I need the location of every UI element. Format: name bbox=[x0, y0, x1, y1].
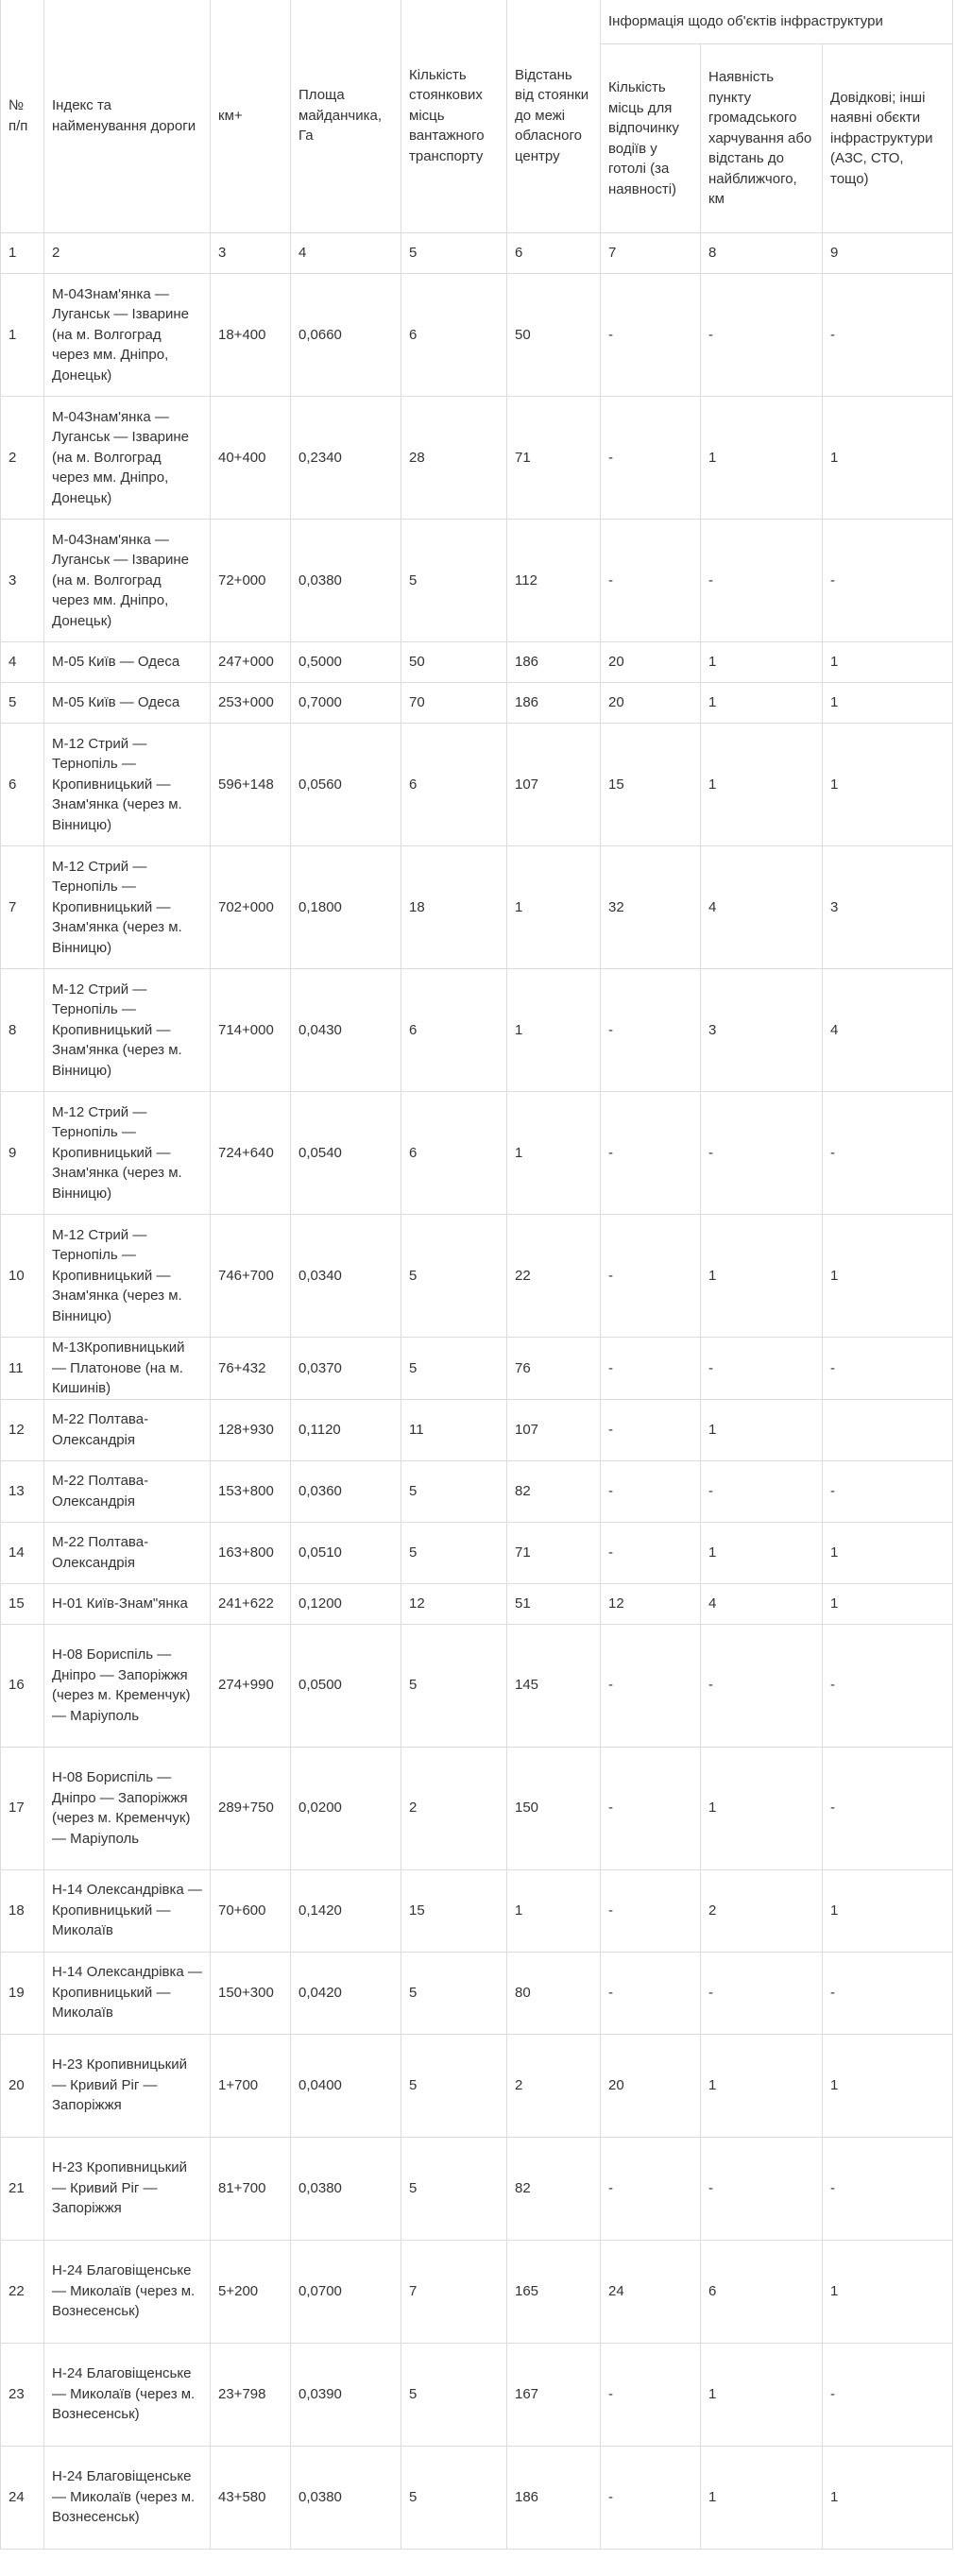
row-number-cell: 13 bbox=[1, 1460, 44, 1522]
row-number-cell: 2 bbox=[1, 397, 44, 520]
km-cell: 241+622 bbox=[211, 1583, 291, 1624]
table-row bbox=[1, 1952, 953, 2034]
hotel-cell: - bbox=[601, 1869, 701, 1952]
area-cell: 0,7000 bbox=[291, 683, 401, 724]
table-row bbox=[1, 1869, 953, 1952]
distance-cell: 186 bbox=[507, 642, 601, 683]
road-cell: М-05 Київ — Одеса bbox=[44, 642, 211, 683]
table-row bbox=[1, 1338, 953, 1400]
food-cell: - bbox=[701, 1338, 823, 1400]
area-cell: 0,0430 bbox=[291, 969, 401, 1092]
other-cell: 4 bbox=[823, 969, 953, 1092]
row-number-cell: 7 bbox=[1, 846, 44, 969]
food-cell: - bbox=[701, 1624, 823, 1747]
area-cell: 0,0200 bbox=[291, 1747, 401, 1869]
table-row bbox=[1, 846, 953, 969]
food-cell: 1 bbox=[701, 397, 823, 520]
distance-cell: 71 bbox=[507, 1522, 601, 1583]
column-number: 1 bbox=[1, 233, 44, 274]
food-cell: 1 bbox=[701, 724, 823, 846]
table-row bbox=[1, 1624, 953, 1747]
distance-cell: 1 bbox=[507, 1092, 601, 1215]
food-cell: 1 bbox=[701, 2034, 823, 2137]
area-cell: 0,0560 bbox=[291, 724, 401, 846]
header-food: Наявність пункту громадського харчування або відстань до найближчого, км bbox=[701, 44, 823, 233]
spots-cell: 6 bbox=[401, 969, 507, 1092]
km-cell: 18+400 bbox=[211, 274, 291, 397]
hotel-cell: - bbox=[601, 1460, 701, 1522]
food-cell: 6 bbox=[701, 2240, 823, 2343]
row-number-cell: 15 bbox=[1, 1583, 44, 1624]
header-infrastructure-group: Інформація щодо об'єктів інфраструктури bbox=[601, 0, 953, 44]
other-cell: 1 bbox=[823, 1869, 953, 1952]
header-no: № п/п bbox=[1, 0, 44, 233]
distance-cell: 1 bbox=[507, 846, 601, 969]
column-number: 9 bbox=[823, 233, 953, 274]
km-cell: 153+800 bbox=[211, 1460, 291, 1522]
distance-cell: 50 bbox=[507, 274, 601, 397]
table-row bbox=[1, 397, 953, 520]
area-cell: 0,0390 bbox=[291, 2343, 401, 2446]
other-cell: - bbox=[823, 274, 953, 397]
distance-cell: 107 bbox=[507, 1399, 601, 1460]
other-cell: 1 bbox=[823, 1522, 953, 1583]
km-cell: 40+400 bbox=[211, 397, 291, 520]
table-row bbox=[1, 2034, 953, 2137]
hotel-cell: - bbox=[601, 1338, 701, 1400]
km-cell: 289+750 bbox=[211, 1747, 291, 1869]
food-cell: 3 bbox=[701, 969, 823, 1092]
road-cell: М-12 Стрий — Тернопіль — Кропивницький — Знам'янка (через м. Вінницю) bbox=[44, 1092, 211, 1215]
hotel-cell: 12 bbox=[601, 1583, 701, 1624]
header-spots: Кількість стоянкових місць вантажного транспорту bbox=[401, 0, 507, 233]
other-cell: - bbox=[823, 2137, 953, 2240]
table-row bbox=[1, 1215, 953, 1338]
column-number: 3 bbox=[211, 233, 291, 274]
food-cell: 1 bbox=[701, 1747, 823, 1869]
km-cell: 253+000 bbox=[211, 683, 291, 724]
row-number-cell: 6 bbox=[1, 724, 44, 846]
row-number-cell: 5 bbox=[1, 683, 44, 724]
food-cell: 1 bbox=[701, 683, 823, 724]
food-cell: - bbox=[701, 1460, 823, 1522]
row-number-cell: 1 bbox=[1, 274, 44, 397]
row-number-cell: 23 bbox=[1, 2343, 44, 2446]
area-cell: 0,0510 bbox=[291, 1522, 401, 1583]
header-row-top bbox=[1, 0, 953, 44]
road-cell: М-22 Полтава-Олександрія bbox=[44, 1522, 211, 1583]
hotel-cell: - bbox=[601, 1952, 701, 2034]
spots-cell: 18 bbox=[401, 846, 507, 969]
area-cell: 0,0420 bbox=[291, 1952, 401, 2034]
table-row bbox=[1, 2137, 953, 2240]
km-cell: 247+000 bbox=[211, 642, 291, 683]
other-cell: - bbox=[823, 1952, 953, 2034]
table-row bbox=[1, 683, 953, 724]
hotel-cell: - bbox=[601, 274, 701, 397]
column-number: 7 bbox=[601, 233, 701, 274]
km-cell: 23+798 bbox=[211, 2343, 291, 2446]
road-cell: М-22 Полтава-Олександрія bbox=[44, 1460, 211, 1522]
spots-cell: 15 bbox=[401, 1869, 507, 1952]
road-cell: Н-23 Кропивницький — Кривий Ріг — Запоріжжя bbox=[44, 2034, 211, 2137]
area-cell: 0,0340 bbox=[291, 1215, 401, 1338]
header-other: Довідкові; інші наявні обєкти інфраструктури (АЗС, СТО, тощо) bbox=[823, 44, 953, 233]
other-cell: - bbox=[823, 1338, 953, 1400]
km-cell: 70+600 bbox=[211, 1869, 291, 1952]
distance-cell: 82 bbox=[507, 2137, 601, 2240]
area-cell: 0,0360 bbox=[291, 1460, 401, 1522]
area-cell: 0,0380 bbox=[291, 520, 401, 642]
hotel-cell: - bbox=[601, 1399, 701, 1460]
distance-cell: 1 bbox=[507, 969, 601, 1092]
food-cell: 1 bbox=[701, 642, 823, 683]
km-cell: 128+930 bbox=[211, 1399, 291, 1460]
hotel-cell: - bbox=[601, 2343, 701, 2446]
hotel-cell: 20 bbox=[601, 2034, 701, 2137]
spots-cell: 5 bbox=[401, 2446, 507, 2549]
header-hotel: Кількість місць для відпочинку водіїв у готолі (за наявності) bbox=[601, 44, 701, 233]
road-cell: Н-01 Київ-Знам"янка bbox=[44, 1583, 211, 1624]
food-cell: - bbox=[701, 2137, 823, 2240]
distance-cell: 51 bbox=[507, 1583, 601, 1624]
table-row bbox=[1, 1399, 953, 1460]
hotel-cell: - bbox=[601, 1215, 701, 1338]
km-cell: 150+300 bbox=[211, 1952, 291, 2034]
road-cell: М-22 Полтава-Олександрія bbox=[44, 1399, 211, 1460]
spots-cell: 5 bbox=[401, 1215, 507, 1338]
spots-cell: 5 bbox=[401, 1952, 507, 2034]
km-cell: 5+200 bbox=[211, 2240, 291, 2343]
area-cell: 0,0500 bbox=[291, 1624, 401, 1747]
spots-cell: 50 bbox=[401, 642, 507, 683]
table-row bbox=[1, 642, 953, 683]
row-number-cell: 14 bbox=[1, 1522, 44, 1583]
food-cell: - bbox=[701, 274, 823, 397]
column-number: 2 bbox=[44, 233, 211, 274]
spots-cell: 6 bbox=[401, 1092, 507, 1215]
distance-cell: 165 bbox=[507, 2240, 601, 2343]
area-cell: 0,2340 bbox=[291, 397, 401, 520]
road-cell: М-12 Стрий — Тернопіль — Кропивницький — Знам'янка (через м. Вінницю) bbox=[44, 969, 211, 1092]
hotel-cell: - bbox=[601, 397, 701, 520]
hotel-cell: 20 bbox=[601, 642, 701, 683]
header-road: Індекс та найменування дороги bbox=[44, 0, 211, 233]
table-row bbox=[1, 1460, 953, 1522]
column-number: 5 bbox=[401, 233, 507, 274]
spots-cell: 6 bbox=[401, 724, 507, 846]
column-number-row bbox=[1, 233, 953, 274]
spots-cell: 5 bbox=[401, 2343, 507, 2446]
row-number-cell: 22 bbox=[1, 2240, 44, 2343]
table-row bbox=[1, 274, 953, 397]
other-cell: - bbox=[823, 1092, 953, 1215]
km-cell: 1+700 bbox=[211, 2034, 291, 2137]
row-number-cell: 18 bbox=[1, 1869, 44, 1952]
spots-cell: 70 bbox=[401, 683, 507, 724]
header-km: км+ bbox=[211, 0, 291, 233]
area-cell: 0,0380 bbox=[291, 2137, 401, 2240]
other-cell: 3 bbox=[823, 846, 953, 969]
row-number-cell: 17 bbox=[1, 1747, 44, 1869]
area-cell: 0,0540 bbox=[291, 1092, 401, 1215]
distance-cell: 2 bbox=[507, 2034, 601, 2137]
table-row bbox=[1, 1522, 953, 1583]
column-number: 4 bbox=[291, 233, 401, 274]
road-cell: М-05 Київ — Одеса bbox=[44, 683, 211, 724]
area-cell: 0,0660 bbox=[291, 274, 401, 397]
area-cell: 0,1420 bbox=[291, 1869, 401, 1952]
km-cell: 163+800 bbox=[211, 1522, 291, 1583]
other-cell: - bbox=[823, 2343, 953, 2446]
hotel-cell: 32 bbox=[601, 846, 701, 969]
other-cell: - bbox=[823, 1747, 953, 1869]
spots-cell: 5 bbox=[401, 520, 507, 642]
km-cell: 72+000 bbox=[211, 520, 291, 642]
food-cell: 1 bbox=[701, 2446, 823, 2549]
food-cell: - bbox=[701, 520, 823, 642]
other-cell: 1 bbox=[823, 397, 953, 520]
spots-cell: 5 bbox=[401, 1522, 507, 1583]
km-cell: 596+148 bbox=[211, 724, 291, 846]
spots-cell: 5 bbox=[401, 2137, 507, 2240]
road-cell: Н-24 Благовіщенське — Миколаїв (через м. Вознесенськ) bbox=[44, 2240, 211, 2343]
road-cell: М-04Знам'янка — Луганськ — Ізварине (на м. Волгоград через мм. Дніпро, Донецьк) bbox=[44, 397, 211, 520]
distance-cell: 22 bbox=[507, 1215, 601, 1338]
area-cell: 0,0380 bbox=[291, 2446, 401, 2549]
area-cell: 0,1200 bbox=[291, 1583, 401, 1624]
other-cell: 1 bbox=[823, 642, 953, 683]
hotel-cell: - bbox=[601, 1092, 701, 1215]
spots-cell: 5 bbox=[401, 1338, 507, 1400]
table-row bbox=[1, 969, 953, 1092]
road-cell: Н-24 Благовіщенське — Миколаїв (через м. Вознесенськ) bbox=[44, 2343, 211, 2446]
table-row bbox=[1, 2240, 953, 2343]
row-number-cell: 21 bbox=[1, 2137, 44, 2240]
distance-cell: 82 bbox=[507, 1460, 601, 1522]
food-cell: 1 bbox=[701, 1215, 823, 1338]
table-row bbox=[1, 1092, 953, 1215]
hotel-cell: - bbox=[601, 1522, 701, 1583]
other-cell: - bbox=[823, 520, 953, 642]
road-cell: Н-08 Бориспіль — Дніпро — Запоріжжя (через м. Кременчук) — Маріуполь bbox=[44, 1747, 211, 1869]
km-cell: 724+640 bbox=[211, 1092, 291, 1215]
table-row bbox=[1, 520, 953, 642]
road-cell: Н-14 Олександрівка — Кропивницький — Миколаїв bbox=[44, 1869, 211, 1952]
spots-cell: 11 bbox=[401, 1399, 507, 1460]
food-cell: 2 bbox=[701, 1869, 823, 1952]
food-cell: 4 bbox=[701, 846, 823, 969]
distance-cell: 186 bbox=[507, 683, 601, 724]
food-cell: 4 bbox=[701, 1583, 823, 1624]
road-cell: Н-08 Бориспіль — Дніпро — Запоріжжя (через м. Кременчук) — Маріуполь bbox=[44, 1624, 211, 1747]
spots-cell: 6 bbox=[401, 274, 507, 397]
header-area: Площа майданчика, Га bbox=[291, 0, 401, 233]
hotel-cell: 20 bbox=[601, 683, 701, 724]
hotel-cell: - bbox=[601, 2446, 701, 2549]
table-row bbox=[1, 1747, 953, 1869]
road-cell: М-12 Стрий — Тернопіль — Кропивницький — Знам'янка (через м. Вінницю) bbox=[44, 724, 211, 846]
km-cell: 81+700 bbox=[211, 2137, 291, 2240]
other-cell: 1 bbox=[823, 1583, 953, 1624]
distance-cell: 107 bbox=[507, 724, 601, 846]
road-cell: М-13Кропивницький — Платонове (на м. Кишинів) bbox=[44, 1338, 211, 1400]
km-cell: 714+000 bbox=[211, 969, 291, 1092]
distance-cell: 80 bbox=[507, 1952, 601, 2034]
road-cell: М-12 Стрий — Тернопіль — Кропивницький — Знам'янка (через м. Вінницю) bbox=[44, 846, 211, 969]
table-row bbox=[1, 2343, 953, 2446]
table-row bbox=[1, 724, 953, 846]
distance-cell: 71 bbox=[507, 397, 601, 520]
header-distance: Відстань від стоянки до межі обласного центру bbox=[507, 0, 601, 233]
other-cell bbox=[823, 1399, 953, 1460]
hotel-cell: - bbox=[601, 1624, 701, 1747]
other-cell: 1 bbox=[823, 2446, 953, 2549]
distance-cell: 112 bbox=[507, 520, 601, 642]
area-cell: 0,0400 bbox=[291, 2034, 401, 2137]
distance-cell: 145 bbox=[507, 1624, 601, 1747]
road-cell: Н-14 Олександрівка — Кропивницький — Миколаїв bbox=[44, 1952, 211, 2034]
hotel-cell: - bbox=[601, 520, 701, 642]
distance-cell: 186 bbox=[507, 2446, 601, 2549]
km-cell: 43+580 bbox=[211, 2446, 291, 2549]
distance-cell: 150 bbox=[507, 1747, 601, 1869]
hotel-cell: 24 bbox=[601, 2240, 701, 2343]
area-cell: 0,0700 bbox=[291, 2240, 401, 2343]
row-number-cell: 16 bbox=[1, 1624, 44, 1747]
hotel-cell: - bbox=[601, 1747, 701, 1869]
spots-cell: 2 bbox=[401, 1747, 507, 1869]
row-number-cell: 10 bbox=[1, 1215, 44, 1338]
road-cell: Н-24 Благовіщенське — Миколаїв (через м. Вознесенськ) bbox=[44, 2446, 211, 2549]
other-cell: 1 bbox=[823, 2034, 953, 2137]
row-number-cell: 24 bbox=[1, 2446, 44, 2549]
distance-cell: 76 bbox=[507, 1338, 601, 1400]
row-number-cell: 20 bbox=[1, 2034, 44, 2137]
km-cell: 274+990 bbox=[211, 1624, 291, 1747]
other-cell: 1 bbox=[823, 1215, 953, 1338]
column-number: 6 bbox=[507, 233, 601, 274]
hotel-cell: - bbox=[601, 2137, 701, 2240]
distance-cell: 1 bbox=[507, 1869, 601, 1952]
area-cell: 0,1800 bbox=[291, 846, 401, 969]
road-cell: М-12 Стрий — Тернопіль — Кропивницький — Знам'янка (через м. Вінницю) bbox=[44, 1215, 211, 1338]
row-number-cell: 19 bbox=[1, 1952, 44, 2034]
hotel-cell: - bbox=[601, 969, 701, 1092]
food-cell: - bbox=[701, 1092, 823, 1215]
distance-cell: 167 bbox=[507, 2343, 601, 2446]
row-number-cell: 3 bbox=[1, 520, 44, 642]
other-cell: - bbox=[823, 1460, 953, 1522]
area-cell: 0,0370 bbox=[291, 1338, 401, 1400]
hotel-cell: 15 bbox=[601, 724, 701, 846]
column-number: 8 bbox=[701, 233, 823, 274]
other-cell: 1 bbox=[823, 683, 953, 724]
other-cell: 1 bbox=[823, 2240, 953, 2343]
area-cell: 0,5000 bbox=[291, 642, 401, 683]
row-number-cell: 4 bbox=[1, 642, 44, 683]
spots-cell: 28 bbox=[401, 397, 507, 520]
row-number-cell: 11 bbox=[1, 1338, 44, 1400]
row-number-cell: 8 bbox=[1, 969, 44, 1092]
table-row bbox=[1, 1583, 953, 1624]
other-cell: - bbox=[823, 1624, 953, 1747]
spots-cell: 12 bbox=[401, 1583, 507, 1624]
road-cell: М-04Знам'янка — Луганськ — Ізварине (на м. Волгоград через мм. Дніпро, Донецьк) bbox=[44, 274, 211, 397]
food-cell: - bbox=[701, 1952, 823, 2034]
row-number-cell: 12 bbox=[1, 1399, 44, 1460]
km-cell: 76+432 bbox=[211, 1338, 291, 1400]
km-cell: 746+700 bbox=[211, 1215, 291, 1338]
table-row bbox=[1, 2446, 953, 2549]
road-cell: Н-23 Кропивницький — Кривий Ріг — Запоріжжя bbox=[44, 2137, 211, 2240]
km-cell: 702+000 bbox=[211, 846, 291, 969]
row-number-cell: 9 bbox=[1, 1092, 44, 1215]
spots-cell: 5 bbox=[401, 1624, 507, 1747]
spots-cell: 5 bbox=[401, 1460, 507, 1522]
food-cell: 1 bbox=[701, 1522, 823, 1583]
food-cell: 1 bbox=[701, 2343, 823, 2446]
food-cell: 1 bbox=[701, 1399, 823, 1460]
spots-cell: 5 bbox=[401, 2034, 507, 2137]
other-cell: 1 bbox=[823, 724, 953, 846]
area-cell: 0,1120 bbox=[291, 1399, 401, 1460]
spots-cell: 7 bbox=[401, 2240, 507, 2343]
road-cell: М-04Знам'янка — Луганськ — Ізварине (на м. Волгоград через мм. Дніпро, Донецьк) bbox=[44, 520, 211, 642]
table-body bbox=[1, 274, 953, 2550]
